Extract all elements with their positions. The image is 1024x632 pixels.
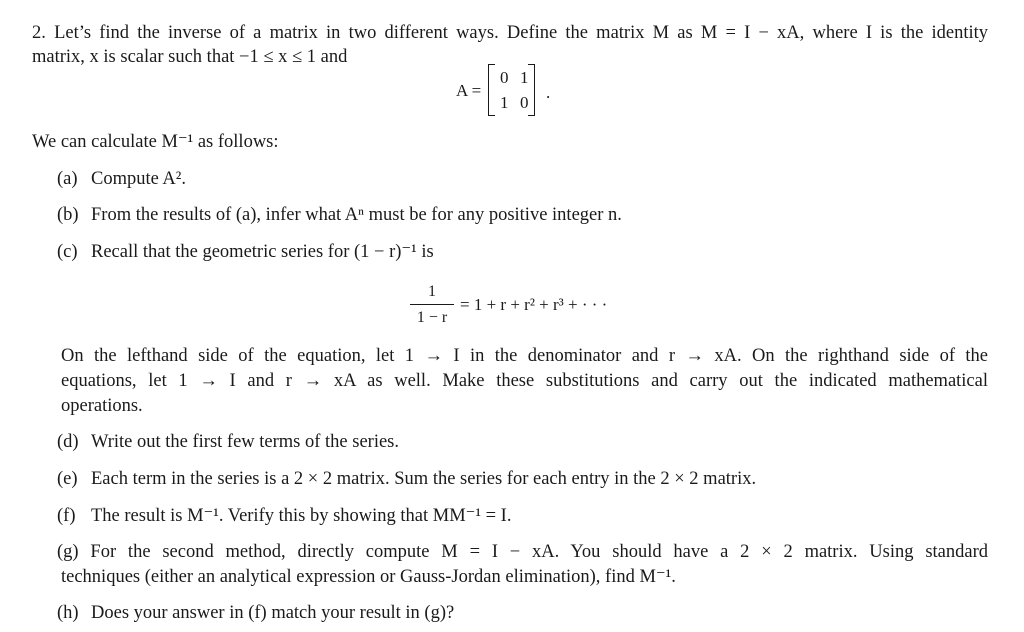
c-note-line-2: equations, let 1 → I and r → xA as well. Make these substitutions and carry out the indicated mathematical — [61, 371, 988, 391]
matrix-period: . — [546, 83, 551, 102]
c-note-line-1: On the lefthand side of the equation, let 1 → I in the denominator and r → xA. On the righthand side of the — [61, 346, 988, 366]
fraction-bar — [410, 304, 454, 305]
c-note-line-3: operations. — [61, 396, 143, 416]
part-e-text: Each term in the series is a 2 × 2 matrix. Sum the series for each entry in the 2 × 2 matrix. — [91, 469, 757, 489]
part-h-text: Does your answer in (f) match your result in (g)? — [91, 603, 455, 623]
part-h — [57, 604, 454, 623]
part-f-label: (f) — [57, 506, 76, 526]
problem-intro-text: Let’s find the inverse of a matrix in two different ways. Define the matrix M as M = I − xA, where I is the identity — [54, 23, 989, 43]
part-d-label: (d) — [57, 432, 79, 452]
problem-intro-line-2: matrix, x is scalar such that −1 ≤ x ≤ 1 and — [32, 47, 348, 67]
part-h-label: (h) — [57, 603, 79, 623]
part-d-text: Write out the first few terms of the series. — [91, 432, 400, 452]
part-f-text: The result is M⁻¹. Verify this by showing that MM⁻¹ = I. — [91, 506, 512, 526]
matrix-cell-22: 0 — [520, 93, 529, 112]
matrix-right-bracket — [528, 64, 535, 116]
part-c-text: Recall that the geometric series for (1 − r)⁻¹ is — [91, 242, 434, 262]
matrix-cell-12: 1 — [520, 68, 529, 87]
part-g-line-2: techniques (either an analytical expression or Gauss-Jordan elimination), find M⁻¹. — [61, 567, 676, 587]
part-g-text-1: For the second method, directly compute M = I − xA. You should have a 2 × 2 matrix. Using standard — [90, 542, 988, 562]
part-a-label: (a) — [57, 169, 78, 189]
matrix-left-bracket — [488, 64, 495, 116]
part-e-label: (e) — [57, 469, 78, 489]
part-f — [57, 507, 511, 526]
part-b — [57, 206, 622, 225]
part-b-label: (b) — [57, 205, 79, 225]
matrix-cell-21: 1 — [500, 93, 509, 112]
part-g-label: (g) — [57, 542, 79, 562]
calc-intro: We can calculate M⁻¹ as follows: — [32, 132, 279, 152]
series-rhs: = 1 + r + r² + r³ + · · · — [460, 295, 608, 314]
part-b-text: From the results of (a), infer what Aⁿ must be for any positive integer n. — [91, 205, 622, 225]
part-c — [57, 243, 434, 262]
problem-number: 2. — [32, 23, 46, 43]
part-a — [57, 170, 186, 189]
part-a-text: Compute A². — [91, 169, 186, 189]
matrix-lhs: A = — [456, 81, 482, 100]
part-g-line-1 — [57, 543, 988, 562]
series-numerator: 1 — [428, 283, 436, 300]
part-e — [57, 470, 756, 489]
part-d — [57, 433, 399, 452]
matrix-cell-11: 0 — [500, 68, 509, 87]
series-fraction — [408, 283, 456, 329]
part-c-label: (c) — [57, 242, 78, 262]
series-denominator: 1 − r — [416, 309, 448, 326]
matrix-a — [456, 64, 566, 116]
problem-intro-line-1 — [32, 24, 988, 43]
